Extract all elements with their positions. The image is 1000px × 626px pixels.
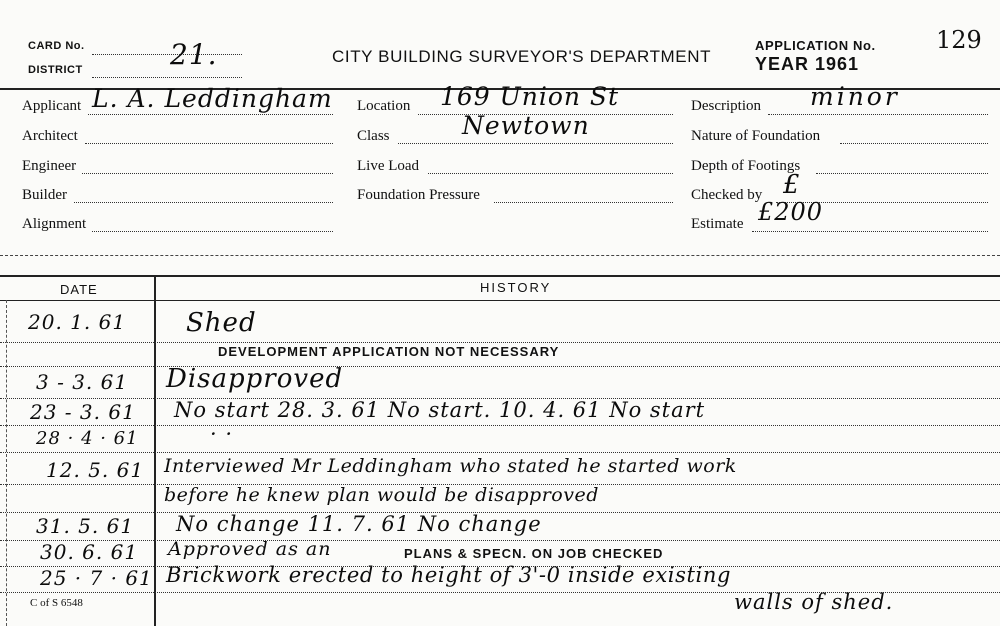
architect-label: Architect [22,128,78,144]
row-line [0,342,1000,343]
architect-line [85,143,333,144]
card-no-label: CARD No. [28,40,85,52]
header-under-rule [0,300,1000,301]
history-date: 3 - 3. 61 [36,370,129,394]
district-value: 21. [170,38,218,71]
applicant-value: L. A. Leddingham [92,84,333,113]
left-margin-rule [6,300,7,626]
live-load-label: Live Load [357,158,420,174]
description-value: minor [810,82,900,111]
history-date: 20. 1. 61 [28,310,127,334]
estimate-value: £200 [758,198,824,226]
row-line [0,452,1000,453]
checked-by-value: £ [783,170,801,200]
history-date: 12. 5. 61 [46,458,145,482]
location-label: Location [357,98,411,114]
applicant-line [88,114,333,115]
district-line [92,77,242,78]
nature-of-foundation-line [840,143,988,144]
divider-dashed [0,255,1000,256]
depth-of-footings-line [816,173,988,174]
engineer-line [82,173,333,174]
class-value: Newtown [462,111,590,140]
form-code: C of S 6548 [30,597,83,609]
builder-line [74,202,333,203]
estimate-label: Estimate [691,216,744,232]
history-date: 25 · 7 · 61 [40,566,153,590]
history-typed-note: DEVELOPMENT APPLICATION NOT NECESSARY [218,344,560,359]
nature-of-foundation-label: Nature of Foundation [691,128,821,144]
date-column-header: DATE [60,282,98,297]
history-entry: No change 11. 7. 61 No change [176,512,542,536]
history-column-header: HISTORY [480,280,552,295]
year-label: YEAR 1961 [755,54,860,74]
history-date: 28 · 4 · 61 [36,428,139,449]
history-entry: before he knew plan would be disapproved [164,484,599,506]
row-line [0,540,1000,541]
application-no-label: APPLICATION No. [755,38,876,53]
foundation-pressure-line [494,202,673,203]
class-line [398,143,673,144]
foundation-pressure-label: Foundation Pressure [357,187,480,203]
table-top-rule [0,275,1000,277]
alignment-line [92,231,333,232]
history-typed-note: PLANS & SPECN. ON JOB CHECKED [404,546,664,561]
depth-of-footings-label: Depth of Footings [691,158,801,174]
builder-label: Builder [22,187,67,203]
history-entry: Approved as an [168,538,332,560]
history-entry: walls of shed. [734,590,894,614]
history-entry: No start 28. 3. 61 No start. 10. 4. 61 No start [174,398,706,422]
description-label: Description [691,98,761,114]
history-entry: · · [210,422,234,446]
class-label: Class [357,128,390,144]
district-label: DISTRICT [28,64,83,76]
alignment-label: Alignment [22,216,87,232]
applicant-label: Applicant [22,98,82,114]
engineer-label: Engineer [22,158,77,174]
column-divider [154,275,156,626]
history-entry: Disapproved [166,364,344,394]
live-load-line [428,173,673,174]
checked-by-label: Checked by [691,187,763,203]
history-entry: Interviewed Mr Leddingham who stated he started work [164,455,737,477]
history-date: 30. 6. 61 [40,540,139,564]
card-no-line [92,54,242,55]
history-entry: Brickwork erected to height of 3'-0 inside existing [166,563,732,587]
row-line [0,425,1000,426]
department-title: CITY BUILDING SURVEYOR'S DEPARTMENT [332,47,712,66]
application-number: 129 [936,26,982,54]
row-line [0,366,1000,367]
description-line [768,114,988,115]
location-value: 169 Union St [440,82,620,111]
history-entry: Shed [186,308,257,338]
estimate-line [752,231,988,232]
history-date: 31. 5. 61 [36,514,135,538]
history-date: 23 - 3. 61 [30,400,136,424]
